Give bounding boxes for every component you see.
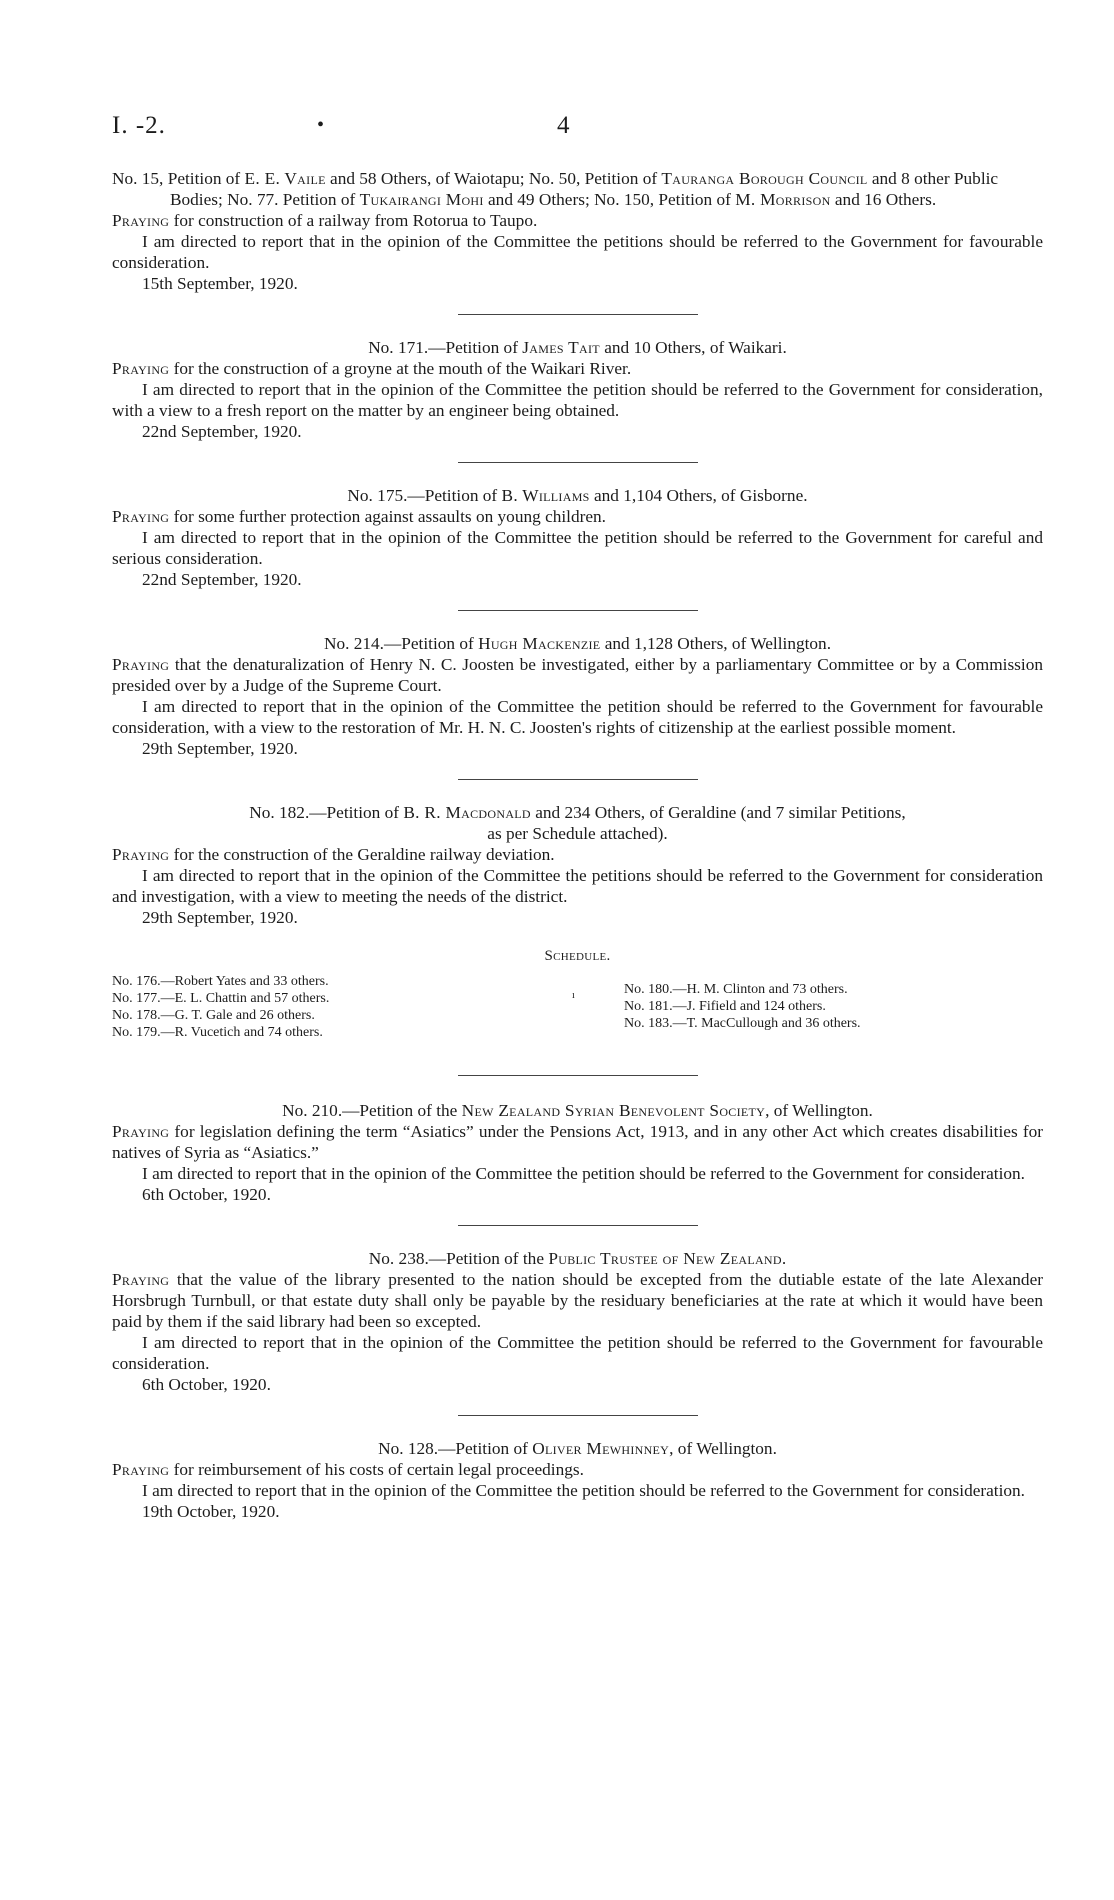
report-date: 29th September, 1920.: [142, 908, 298, 927]
praying-text: for some further protection against assaults on young children.: [169, 507, 607, 526]
title-text: and 234 Others, of Geraldine (and 7 similar Petitions,: [530, 803, 906, 822]
page-number: 4: [557, 112, 570, 139]
parliamentary-paper-reference: I. -2.: [112, 112, 166, 139]
title-text: No. 210.—Petition of the: [282, 1101, 462, 1120]
praying-label: Praying: [112, 211, 170, 230]
title-text: and 58 Others, of Waiotapu; No. 50, Petition of: [325, 169, 662, 188]
praying-paragraph: [112, 654, 1043, 696]
petitioner-name: B. R. Macdonald: [403, 803, 531, 822]
report-date: 19th October, 1920.: [142, 1502, 280, 1521]
petition-entry: [112, 633, 1043, 759]
schedule-column-right: [624, 981, 861, 1032]
petition-entry: [112, 485, 1043, 590]
petitioner-name: Public Trustee of New Zealand: [548, 1249, 782, 1268]
praying-label: Praying: [112, 1270, 170, 1289]
petitioner-name: Oliver Mewhinney: [532, 1439, 670, 1458]
petition-title: [112, 633, 1043, 654]
petition-title: [112, 337, 1043, 358]
title-text: and 8 other Public Bodies; No. 77. Petition of: [170, 169, 999, 209]
report-date: 6th October, 1920.: [142, 1185, 271, 1204]
praying-text: for reimbursement of his costs of certain legal proceedings.: [169, 1460, 584, 1479]
praying-label: Praying: [112, 1460, 170, 1479]
report-paragraph: I am directed to report that in the opinion of the Committee the petition should be referred to the Government for careful and serious consideration.: [112, 528, 1043, 568]
petition-entry: [112, 337, 1043, 442]
title-text: No. 182.—Petition of: [249, 803, 404, 822]
praying-paragraph: [112, 1459, 1043, 1480]
praying-text: that the denaturalization of Henry N. C. Joosten be investigated, either by a parliamentary Committee or by a Commission presided over by a Judge of the Supreme Court.: [112, 655, 1043, 695]
report-paragraph: I am directed to report that in the opinion of the Committee the petition should be referred to the Government for consideration, with a view to a fresh report on the matter by an engineer being obtained.: [112, 380, 1043, 420]
praying-paragraph: [112, 844, 1043, 865]
praying-text: for construction of a railway from Rotorua to Taupo.: [169, 211, 538, 230]
petitioner-name: New Zealand Syrian Benevolent Society: [461, 1101, 766, 1120]
petition-title: [112, 168, 1043, 210]
petition-entry: [112, 1100, 1043, 1205]
praying-paragraph: [112, 1269, 1043, 1332]
schedule-item: No. 178.—G. T. Gale and 26 others.: [112, 1008, 315, 1023]
schedule-item: No. 183.—T. MacCullough and 36 others.: [624, 1016, 861, 1031]
petitioner-name: Hugh Mackenzie: [478, 634, 601, 653]
petition-title: [112, 1100, 1043, 1121]
schedule-item: No. 176.—Robert Yates and 33 others.: [112, 974, 329, 989]
petitioner-name: M. Morrison: [735, 190, 831, 209]
title-text: , of Wellington.: [669, 1439, 777, 1458]
praying-label: Praying: [112, 507, 170, 526]
praying-label: Praying: [112, 1122, 170, 1141]
title-text: No. 238.—Petition of the: [368, 1249, 549, 1268]
praying-label: Praying: [112, 845, 170, 864]
petitions-content: [112, 168, 1043, 1522]
petition-number: No. 15,: [112, 169, 164, 188]
praying-paragraph: [112, 210, 1043, 231]
report-paragraph: I am directed to report that in the opinion of the Committee the petitions should be referred to the Government for consideration and investigation, with a view to meeting the needs of the district.: [112, 866, 1043, 906]
petitioner-name: Tauranga Borough Council: [661, 169, 868, 188]
title-text: No. 175.—Petition of: [347, 486, 502, 505]
petitioner-name: B. Williams: [501, 486, 590, 505]
schedule-list: [112, 973, 1043, 1061]
stray-dot-mark: •: [317, 114, 325, 136]
title-text: and 10 Others, of Waikari.: [599, 338, 787, 357]
stray-mark: ı: [572, 990, 575, 1001]
petitioner-name: Tukairangi Mohi: [359, 190, 484, 209]
petition-entry: [112, 1438, 1043, 1522]
praying-text: for the construction of the Geraldine railway deviation.: [169, 845, 555, 864]
title-text: Petition of: [167, 169, 245, 188]
report-date: 22nd September, 1920.: [142, 570, 302, 589]
praying-text: that the value of the library presented to the nation should be excepted from the dutiable estate of the late Alexander Horsbrugh Turnbull, or that estate duty shall only be payable by the residuary beneficiaries at the rate at which it would have been paid by them if the said library had been so excepted.: [112, 1270, 1043, 1331]
praying-paragraph: [112, 1121, 1043, 1163]
petition-title: [112, 802, 1043, 823]
schedule-item: No. 181.—J. Fifield and 124 others.: [624, 999, 826, 1014]
petition-title: [112, 1438, 1043, 1459]
title-text: and 49 Others; No. 150, Petition of: [483, 190, 736, 209]
title-text: and 1,128 Others, of Wellington.: [600, 634, 832, 653]
petition-entry: [112, 168, 1043, 294]
praying-paragraph: [112, 506, 1043, 527]
petition-entry: [112, 1248, 1043, 1395]
petition-title: [112, 1248, 1043, 1269]
praying-paragraph: [112, 358, 1043, 379]
petition-entry: [112, 802, 1043, 928]
praying-text: for the construction of a groyne at the mouth of the Waikari River.: [169, 359, 632, 378]
schedule-item: No. 177.—E. L. Chattin and 57 others.: [112, 991, 330, 1006]
report-paragraph: I am directed to report that in the opinion of the Committee the petitions should be referred to the Government for favourable consideration.: [112, 232, 1043, 272]
title-text: and 1,104 Others, of Gisborne.: [589, 486, 808, 505]
schedule-title: Schedule.: [544, 948, 611, 964]
report-paragraph: I am directed to report that in the opinion of the Committee the petition should be referred to the Government for consideration.: [142, 1481, 1026, 1500]
report-date: 15th September, 1920.: [142, 274, 298, 293]
title-text: , of Wellington.: [765, 1101, 873, 1120]
petition-title: [112, 485, 1043, 506]
title-text: .: [781, 1249, 787, 1268]
praying-text: for legislation defining the term “Asiatics” under the Pensions Act, 1913, and in any other Act which creates disabilities for natives of Syria as “Asiatics.”: [112, 1122, 1043, 1162]
report-date: 22nd September, 1920.: [142, 422, 302, 441]
title-text: and 16 Others.: [830, 190, 937, 209]
schedule-item: No. 179.—R. Vucetich and 74 others.: [112, 1025, 323, 1040]
praying-label: Praying: [112, 655, 170, 674]
report-date: 6th October, 1920.: [142, 1375, 271, 1394]
schedule-column-left: [112, 973, 329, 1041]
petition-title-continued: as per Schedule attached).: [487, 824, 668, 843]
praying-label: Praying: [112, 359, 170, 378]
schedule-item: No. 180.—H. M. Clinton and 73 others.: [624, 982, 848, 997]
report-paragraph: I am directed to report that in the opinion of the Committee the petition should be referred to the Government for favourable consideration.: [112, 1333, 1043, 1373]
title-text: No. 171.—Petition of: [368, 338, 523, 357]
petitioner-name: E. E. Vaile: [244, 169, 326, 188]
report-paragraph: I am directed to report that in the opinion of the Committee the petition should be referred to the Government for favourable consideration, with a view to the restoration of Mr. H. N. C. Joosten's rights of citizenship at the earliest possible moment.: [112, 697, 1043, 737]
title-text: No. 128.—Petition of: [378, 1439, 533, 1458]
report-paragraph: I am directed to report that in the opinion of the Committee the petition should be referred to the Government for consideration.: [142, 1164, 1026, 1183]
title-text: No. 214.—Petition of: [323, 634, 479, 653]
petitioner-name: James Tait: [522, 338, 600, 357]
report-date: 29th September, 1920.: [142, 739, 298, 758]
